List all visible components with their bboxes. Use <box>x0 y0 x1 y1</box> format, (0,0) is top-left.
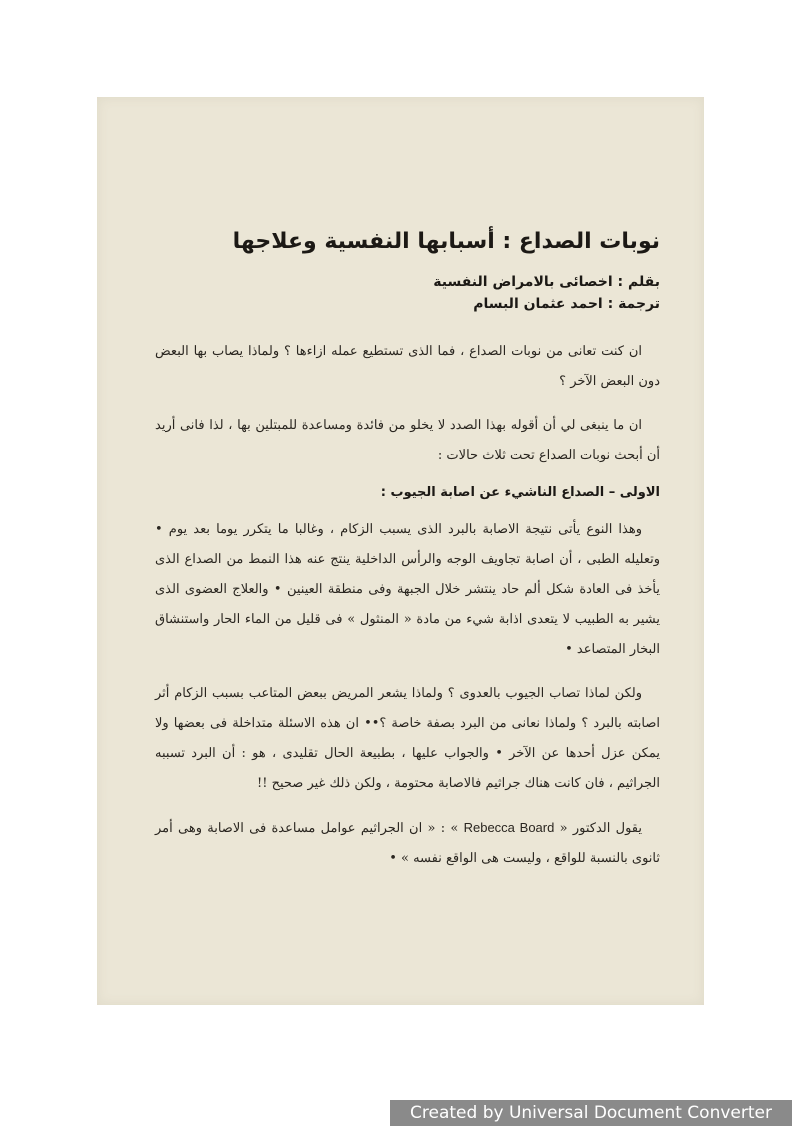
translator-line: ترجمة : احمد عثمان البسام <box>473 296 660 312</box>
scanned-page <box>97 97 704 1005</box>
quote-paragraph <box>155 813 660 874</box>
quote-text: » : « ان الجراثيم عوامل مساعدة فى الاصابة وهى أمر ثانوى بالنسبة للواقع ، وليست هى الواقع نفسه » • <box>155 821 660 866</box>
article-body <box>155 225 660 888</box>
body-paragraph: ولكن لماذا تصاب الجيوب بالعدوى ؟ ولماذا يشعر المريض ببعض المتاعب بسبب الزكام أثر اصابته بالبرد ؟ ولماذا نعانى من البرد بصفة خاصة ؟•• ان هذه الاسئلة متداخلة فى بعضها ولا يمكن عزل أحدها عن الآخر • والجواب عليها ، بطبيعة الحال تقليدى ، هو : أن البرد تسببه الجراثيم ، فان كانت هناك جراثيم فالاصابة محتومة ، ولكن ذلك غير صحيح !! <box>155 686 660 791</box>
section-heading: الاولى – الصداع الناشيء عن اصابة الجيوب : <box>380 485 660 500</box>
author-line: بقلم : اخصائى بالامراض النفسية <box>433 274 660 290</box>
quoted-author-name: Rebecca Board <box>463 820 555 835</box>
converter-watermark: Created by Universal Document Converter <box>390 1100 792 1126</box>
intro-paragraph: ان كنت تعانى من نوبات الصداع ، فما الذى تستطيع عمله ازاءها ؟ ولماذا يصاب بها البعض دون البعض الآخر ؟ <box>155 344 660 389</box>
body-paragraph: وهذا النوع يأتى نتيجة الاصابة بالبرد الذى يسبب الزكام ، وغالبا ما يتكرر يوما بعد يوم • وتعليله الطبى ، أن اصابة تجاويف الوجه والرأس الداخلية ينتج عنه هذا النمط من الصداع الذى يأخذ فى العادة شكل ألم حاد ينتشر خلال الجبهة وفى منطقة العينين • والعلاج العضوى الذى يشير به الطبيب لا يتعدى اذابة شيء من مادة « المنثول » فى قليل من الماء الحار واستنشاق البخار المتصاعد • <box>155 522 660 657</box>
quote-intro: يقول الدكتور « <box>559 821 642 836</box>
article-title: نوبات الصداع : أسبابها النفسية وعلاجها <box>232 229 660 254</box>
intro-paragraph: ان ما ينبغى لي أن أقوله بهذا الصدد لا يخلو من فائدة ومساعدة للمبتلين بها ، لذا فانى أريد أن أبحث نوبات الصداع تحت ثلاث حالات : <box>155 418 660 463</box>
